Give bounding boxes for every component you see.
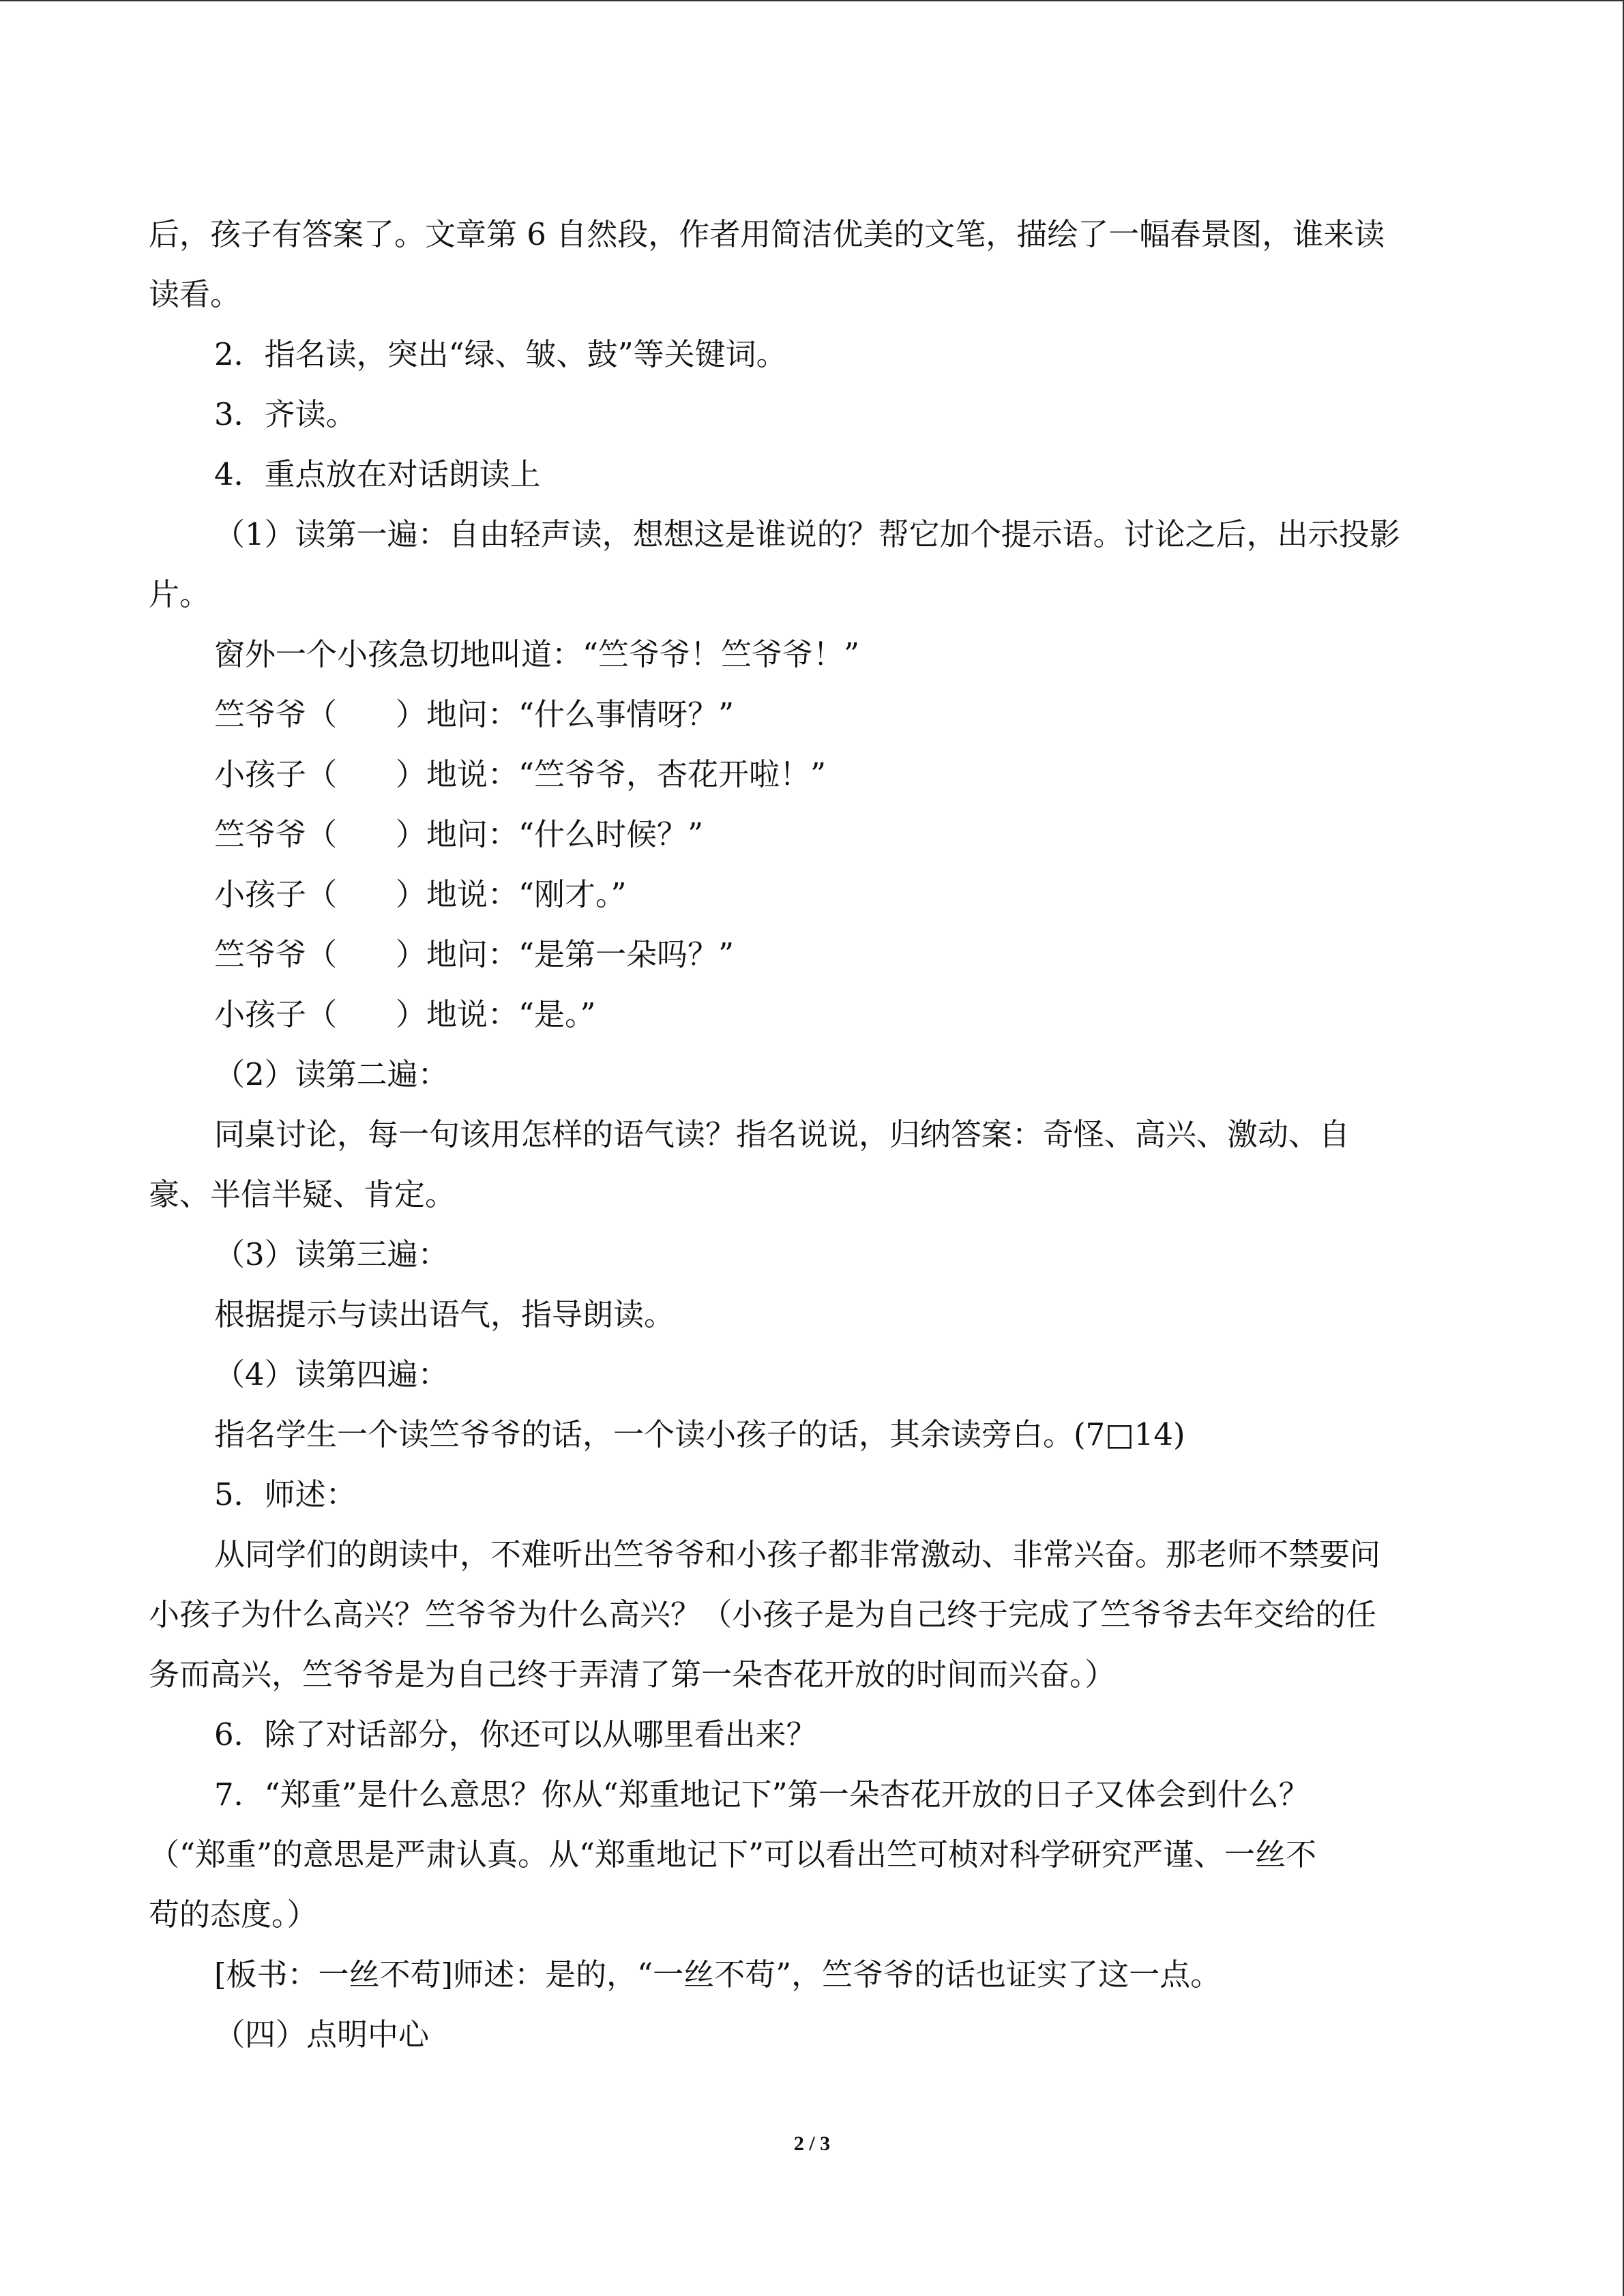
paragraph-line: 指名学生一个读竺爷爷的话，一个读小孩子的话，其余读旁白。(7□14) <box>214 1416 1185 1452</box>
paragraph-line: （“郑重”的意思是严肃认真。从“郑重地记下”可以看出竺可桢对科学研究严谨、一丝不 <box>149 1836 1317 1873</box>
dialogue-text: ）地说：“是。” <box>396 996 596 1032</box>
dialogue-line <box>149 985 1479 1045</box>
paragraph-line: （四）点明中心 <box>214 2016 430 2053</box>
dialogue-text: ）地问：“什么事情呀？” <box>396 696 735 732</box>
paragraph-line: 豪、半信半疑、肯定。 <box>149 1176 456 1212</box>
paragraph-line: 从同学们的朗读中，不难听出竺爷爷和小孩子都非常激动、非常兴奋。那老师不禁要问 <box>214 1536 1381 1572</box>
dialogue-line <box>149 865 1479 925</box>
dialogue-line <box>149 685 1479 745</box>
dialogue-line <box>149 805 1479 865</box>
dialogue-text: ）地问：“是第一朵吗？” <box>396 936 735 972</box>
dialogue-line <box>149 925 1479 985</box>
paragraph-line: 同桌讨论，每一句该用怎样的语气读？指名说说，归纳答案：奇怪、高兴、激动、自 <box>214 1116 1350 1152</box>
dialogue-speaker: 竺爷爷（ <box>214 936 338 972</box>
paragraph-line: [板书：一丝不苟]师述：是的，“一丝不苟”，竺爷爷的话也证实了这一点。 <box>214 1956 1222 1993</box>
paragraph-line: （2）读第二遍： <box>214 1056 449 1092</box>
dialogue-text: ）地说：“竺爷爷，杏花开啦！” <box>396 756 827 792</box>
dialogue-speaker: 小孩子（ <box>214 756 338 792</box>
dialogue-text: ）地问：“什么时候？” <box>396 816 704 852</box>
paragraph-line: 6．除了对话部分，你还可以从哪里看出来？ <box>214 1716 817 1753</box>
paragraph-line: 4．重点放在对话朗读上 <box>214 456 541 492</box>
page-top-border <box>0 0 1623 2</box>
paragraph-line: 7．“郑重”是什么意思？你从“郑重地记下”第一朵杏花开放的日子又体会到什么？ <box>214 1776 1310 1813</box>
document-body <box>149 205 1479 2065</box>
paragraph-line: 5．师述： <box>214 1476 357 1512</box>
paragraph-line: 读看。 <box>149 276 241 312</box>
paragraph-line: （3）读第三遍： <box>214 1236 449 1272</box>
dialogue-speaker: 竺爷爷（ <box>214 696 338 732</box>
paragraph-line: 3．齐读。 <box>214 396 357 432</box>
dialogue-text: ）地说：“刚才。” <box>396 876 627 912</box>
paragraph-line: 2．指名读，突出“绿、皱、鼓”等关键词。 <box>214 336 787 372</box>
dialogue-line <box>149 745 1479 805</box>
dialogue-speaker: 竺爷爷（ <box>214 816 338 852</box>
paragraph-line: 苟的态度。） <box>149 1896 318 1933</box>
paragraph-line: （1）读第一遍：自由轻声读，想想这是谁说的？帮它加个提示语。讨论之后，出示投影 <box>214 516 1400 552</box>
paragraph-line: 务而高兴，竺爷爷是为自己终于弄清了第一朵杏花开放的时间而兴奋。） <box>149 1656 1116 1693</box>
paragraph-line: 片。 <box>149 576 211 612</box>
paragraph-line: 小孩子为什么高兴？竺爷爷为什么高兴？（小孩子是为自己终于完成了竺爷爷去年交给的任 <box>149 1596 1377 1632</box>
paragraph-line: 根据提示与读出语气，指导朗读。 <box>214 1296 675 1332</box>
paragraph-line: 后，孩子有答案了。文章第 6 自然段，作者用简洁优美的文笔，描绘了一幅春景图，谁来读 <box>149 216 1385 252</box>
page-number: 2 / 3 <box>793 2132 831 2155</box>
dialogue-speaker: 小孩子（ <box>214 996 338 1032</box>
paragraph-line: 窗外一个小孩急切地叫道：“竺爷爷！竺爷爷！” <box>214 636 860 672</box>
paragraph-line: （4）读第四遍： <box>214 1356 449 1392</box>
dialogue-speaker: 小孩子（ <box>214 876 338 912</box>
